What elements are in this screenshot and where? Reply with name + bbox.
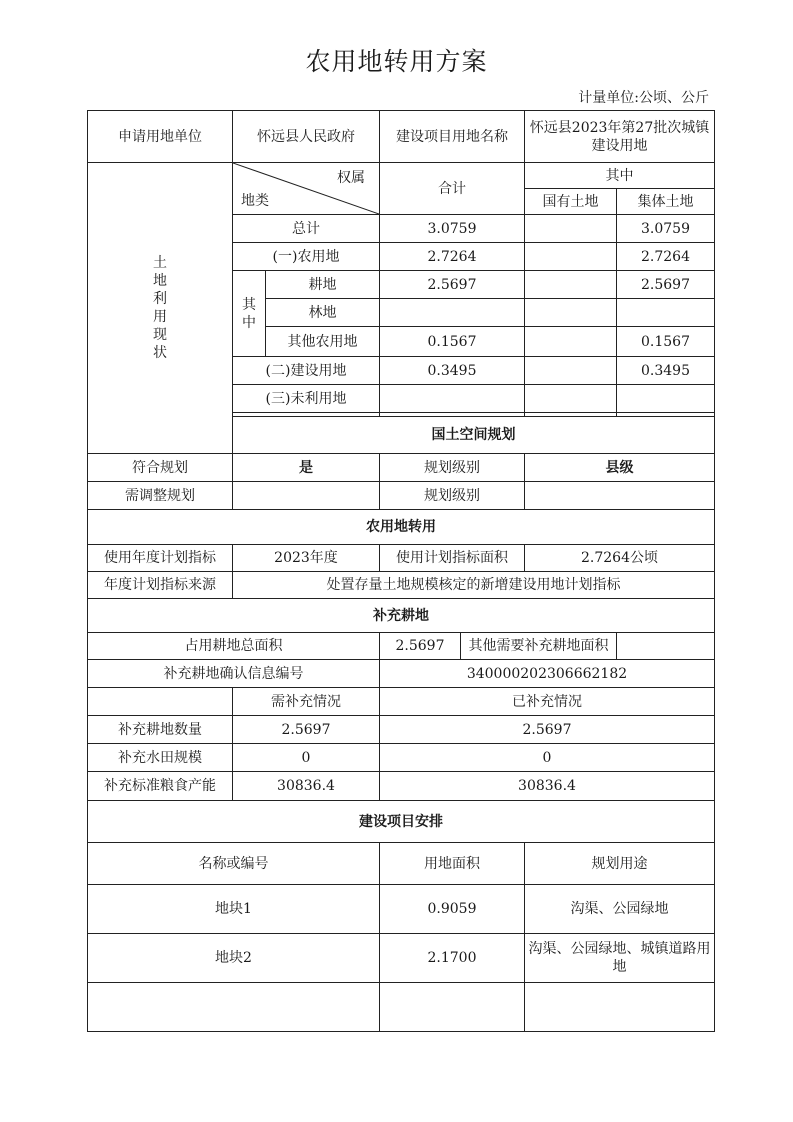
land-row-state-value (525, 271, 617, 299)
land-row-state-value (525, 385, 617, 413)
header-row (88, 111, 715, 163)
land-row-collective-value: 0.1567 (617, 327, 715, 357)
project-row-name: 地块1 (88, 885, 380, 934)
other-value (617, 633, 715, 660)
supplement-head-row (88, 688, 715, 716)
project-row (88, 885, 715, 934)
planning-section-title: 国土空间规划 (233, 417, 715, 454)
land-row-name: 耕地 (266, 271, 380, 299)
supplement-row-need: 0 (233, 744, 380, 772)
land-row-state-value (525, 357, 617, 385)
land-row-state-value (525, 327, 617, 357)
project-value: 怀远县2023年第27批次城镇建设用地 (525, 111, 715, 163)
land-row-name: 其他农用地 (266, 327, 380, 357)
annual-label: 使用年度计划指标 (88, 545, 233, 572)
project-row-empty (88, 983, 715, 1032)
collective-land-header: 集体土地 (617, 189, 715, 215)
conversion-section-row (88, 510, 715, 545)
level-label: 规划级别 (380, 454, 525, 482)
among-header: 其中 (525, 163, 715, 189)
land-row-state-value (525, 299, 617, 327)
projects-head-row (88, 843, 715, 885)
land-row-collective-value: 2.5697 (617, 271, 715, 299)
project-row-area: 0.9059 (380, 885, 525, 934)
level-value: 县级 (525, 454, 715, 482)
project-row-area: 2.1700 (380, 934, 525, 983)
supplement-row-done: 0 (380, 744, 715, 772)
confirm-value: 340000202306662182 (380, 660, 715, 688)
supplement-row (88, 716, 715, 744)
supplement-row-name: 补充水田规模 (88, 744, 233, 772)
supplement-row-need: 2.5697 (233, 716, 380, 744)
supplement-blank-cell (88, 688, 233, 716)
col-name-header: 名称或编号 (88, 843, 380, 885)
land-row-state-value (525, 215, 617, 243)
land-row-name: 总计 (233, 215, 380, 243)
supplement-occupied-row (88, 633, 715, 660)
conform-label: 符合规划 (88, 454, 233, 482)
projects-section-row (88, 801, 715, 843)
ownership-label: 权属 (337, 170, 365, 186)
supplement-row (88, 744, 715, 772)
level2-label: 规划级别 (380, 482, 525, 510)
land-row-name: (一)农用地 (233, 243, 380, 271)
land-row-collective-value: 2.7264 (617, 243, 715, 271)
annual-value: 2023年度 (233, 545, 380, 572)
supplement-row-name: 补充耕地数量 (88, 716, 233, 744)
land-row-total-value: 0.3495 (380, 357, 525, 385)
land-row-total-value (380, 385, 525, 413)
land-row-name: (三)未利用地 (233, 385, 380, 413)
conversion-source-row (88, 572, 715, 599)
land-row-total-value: 2.5697 (380, 271, 525, 299)
land-row-collective-value: 0.3495 (617, 357, 715, 385)
land-row-name: (二)建设用地 (233, 357, 380, 385)
project-row-use (525, 983, 715, 1032)
adjust-value (233, 482, 380, 510)
done-header: 已补充情况 (380, 688, 715, 716)
confirm-label: 补充耕地确认信息编号 (88, 660, 380, 688)
project-row-name (88, 983, 380, 1032)
project-label: 建设项目用地名称 (380, 111, 525, 163)
conversion-plan-table (87, 110, 715, 1032)
sub-among-label: 其 中 (233, 271, 266, 357)
supplement-row-need: 30836.4 (233, 772, 380, 801)
document-title: 农用地转用方案 (305, 47, 488, 76)
applicant-label: 申请用地单位 (88, 111, 233, 163)
supplement-row (88, 772, 715, 801)
applicant-value: 怀远县人民政府 (233, 111, 380, 163)
state-land-header: 国有土地 (525, 189, 617, 215)
adjust-label: 需调整规划 (88, 482, 233, 510)
supplement-row-name: 补充标准粮食产能 (88, 772, 233, 801)
land-row-collective-value: 3.0759 (617, 215, 715, 243)
land-row-total-value: 0.1567 (380, 327, 525, 357)
land-row-total-value: 2.7264 (380, 243, 525, 271)
project-row (88, 934, 715, 983)
measurement-unit: 计量单位:公顷、公斤 (578, 90, 709, 106)
land-use-side-label: 土 地 利 用 现 状 (88, 163, 233, 454)
planning-conform-row (88, 454, 715, 482)
occupied-label: 占用耕地总面积 (88, 633, 380, 660)
supplement-row-done: 30836.4 (380, 772, 715, 801)
land-row-state-value (525, 243, 617, 271)
land-row-total-value: 3.0759 (380, 215, 525, 243)
conversion-annual-row (88, 545, 715, 572)
land-row-collective-value (617, 299, 715, 327)
area-value: 2.7264公顷 (525, 545, 715, 572)
project-row-use: 沟渠、公园绿地、城镇道路用地 (525, 934, 715, 983)
col-area-header: 用地面积 (380, 843, 525, 885)
project-row-area (380, 983, 525, 1032)
source-label: 年度计划指标来源 (88, 572, 233, 599)
source-value: 处置存量土地规模核定的新增建设用地计划指标 (233, 572, 715, 599)
diagonal-header-cell (233, 163, 380, 215)
land-row-total-value (380, 299, 525, 327)
supplement-section-row (88, 599, 715, 633)
supplement-confirm-row (88, 660, 715, 688)
area-label: 使用计划指标面积 (380, 545, 525, 572)
supplement-row-done: 2.5697 (380, 716, 715, 744)
project-row-use: 沟渠、公园绿地 (525, 885, 715, 934)
supplement-section-title: 补充耕地 (88, 599, 715, 633)
conform-value: 是 (233, 454, 380, 482)
other-label: 其他需要补充耕地面积 (461, 633, 617, 660)
need-header: 需补充情况 (233, 688, 380, 716)
project-row-name: 地块2 (88, 934, 380, 983)
occupied-value: 2.5697 (380, 633, 461, 660)
land-row-collective-value (617, 385, 715, 413)
level2-value (525, 482, 715, 510)
category-label: 地类 (241, 193, 269, 209)
total-column-header: 合计 (380, 163, 525, 215)
planning-adjust-row (88, 482, 715, 510)
land-use-head-row (88, 163, 715, 189)
conversion-section-title: 农用地转用 (88, 510, 715, 545)
col-use-header: 规划用途 (525, 843, 715, 885)
land-row-name: 林地 (266, 299, 380, 327)
projects-section-title: 建设项目安排 (88, 801, 715, 843)
